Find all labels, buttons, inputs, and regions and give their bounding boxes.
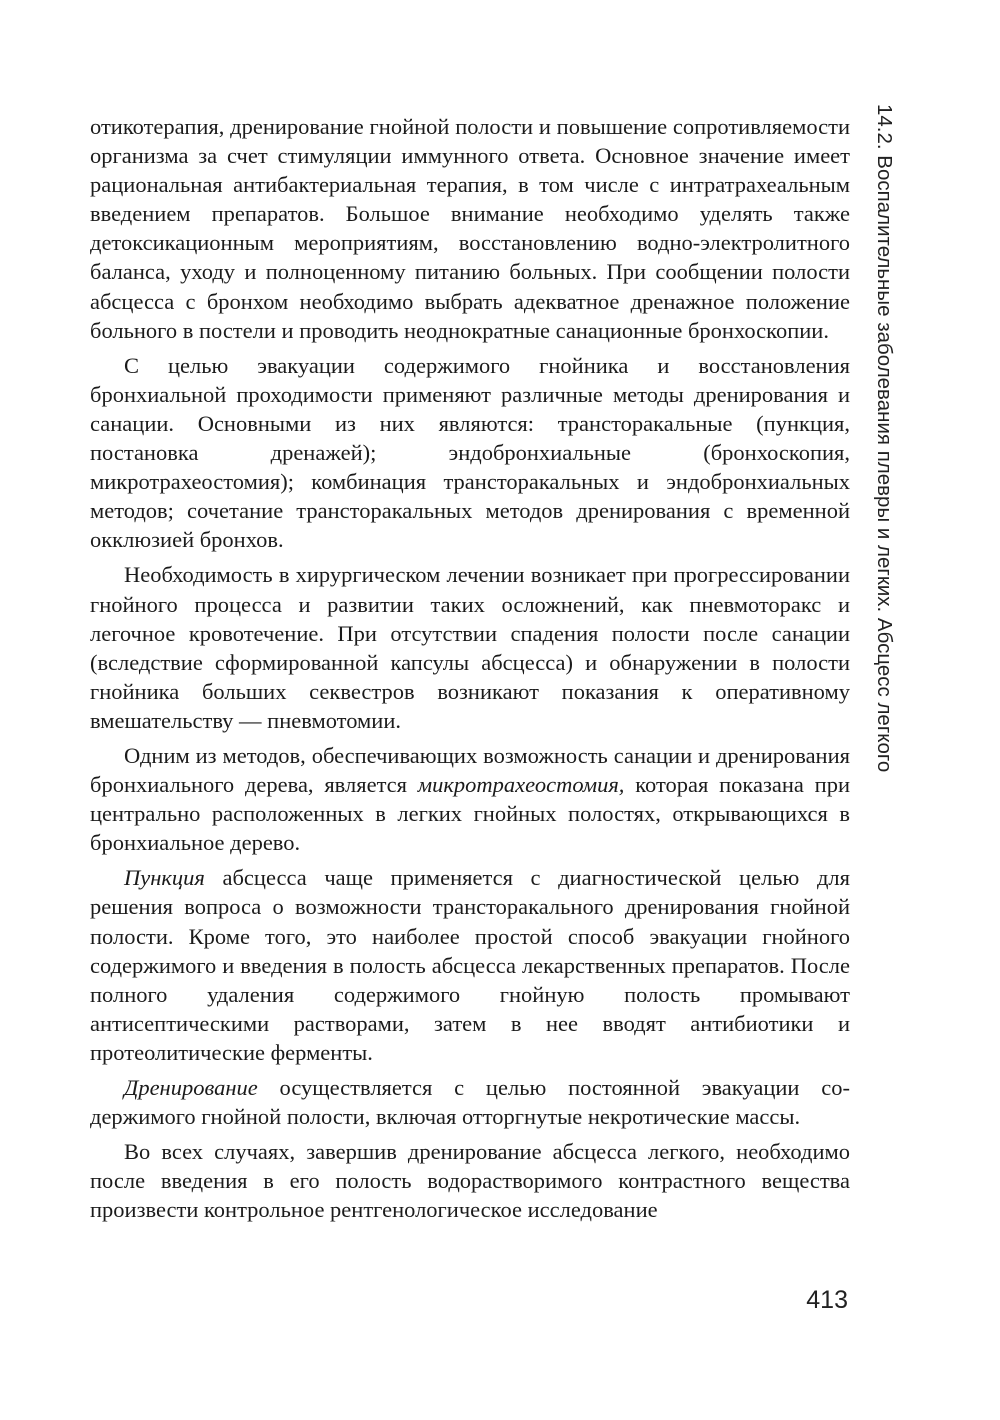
paragraph-6-end: осуществляется с целью постоянной эвакуации содержимого гнойной полости, включая отторгнутые некротические массы. — [90, 1075, 850, 1130]
page-number: 413 — [806, 1286, 848, 1314]
body-text — [90, 112, 850, 1230]
paragraph-5-end: абсцесса чаще применяется с диагностической целью для решения вопроса о возможности трансторакального дренирования гнойной полости. Кроме того, это наиболее простой способ эвакуации гнойного содержимого и введения в полость абсцесса лекарственных препаратов. После полного удаления содержимого гнойную полость промывают антисептическими растворами, затем в нее вводят антибиотики и протеолитические ферменты. — [90, 865, 850, 1065]
paragraph-4-end: которая показана при центрально расположенных в легких гнойных полостях, открывающихся в бронхиальное дерево. — [90, 772, 850, 856]
paragraph-3: Необходимость в хирургическом лечении возникает при прогрессировании гнойного процесса и развитии таких осложнений, как пневмоторакс и легочное кровотечение. При отсутствии спадения полости после санации (вследствие сформированной капсулы абсцесса) и обнаружении в полости гнойника больших секвестров возникают показания к оперативному вмешательству — пневмотомии. — [90, 562, 850, 733]
paragraph-1: отикотерапия, дренирование гнойной полости и повышение сопротивляемости организма за счет стимуляции иммунного ответа. Основное значение имеет рациональная антибактериальная терапия, в том числе с интратрахеальным введением препаратов. Большое внимание необходимо уделять также детоксикационным мероприятиям, восстановлению водно-электролитного баланса, уходу и полноценному питанию больных. При сообщении полости абсцесса с бронхом необходимо выбрать адекватное дренажное положение больного в постели и проводить неоднократные санационные бронхоскопии. — [90, 114, 850, 343]
running-head-text: 14.2. Воспалительные заболевания плевры и легких. Абсцесс легкого — [873, 104, 896, 773]
paragraph-7: Во всех случаях, завершив дренирование абсцесса легкого, необходимо после введения в его полость водорастворимого контрастного вещества произвести контрольное рентгенологическое исследование — [90, 1139, 850, 1223]
paragraph-4 — [90, 741, 850, 857]
term-drainage: Дренирование — [124, 1075, 258, 1100]
paragraph-5 — [90, 863, 850, 1067]
paragraph-2: С целью эвакуации содержимого гнойника и восстановления бронхиальной проходимости применяют различные методы дренирования и санации. Основными из них являются: трансторакальные (пункция, постановка дренажей); эндобронхиальные (бронхоскопия, микротрахеостомия); комбинация трансторакальных и эндобронхиальных методов; сочетание трансторакальных методов дренирования с временной окклюзией бронхов. — [90, 352, 850, 553]
paragraph-4-start: Одним из методов, обеспечивающих возможность санации и дренирования бронхиального дерева, является — [90, 742, 850, 798]
paragraph-6 — [90, 1073, 850, 1131]
term-microtracheostomy: микротрахеостомия, — [417, 772, 625, 798]
term-puncture: Пункция — [124, 865, 205, 891]
